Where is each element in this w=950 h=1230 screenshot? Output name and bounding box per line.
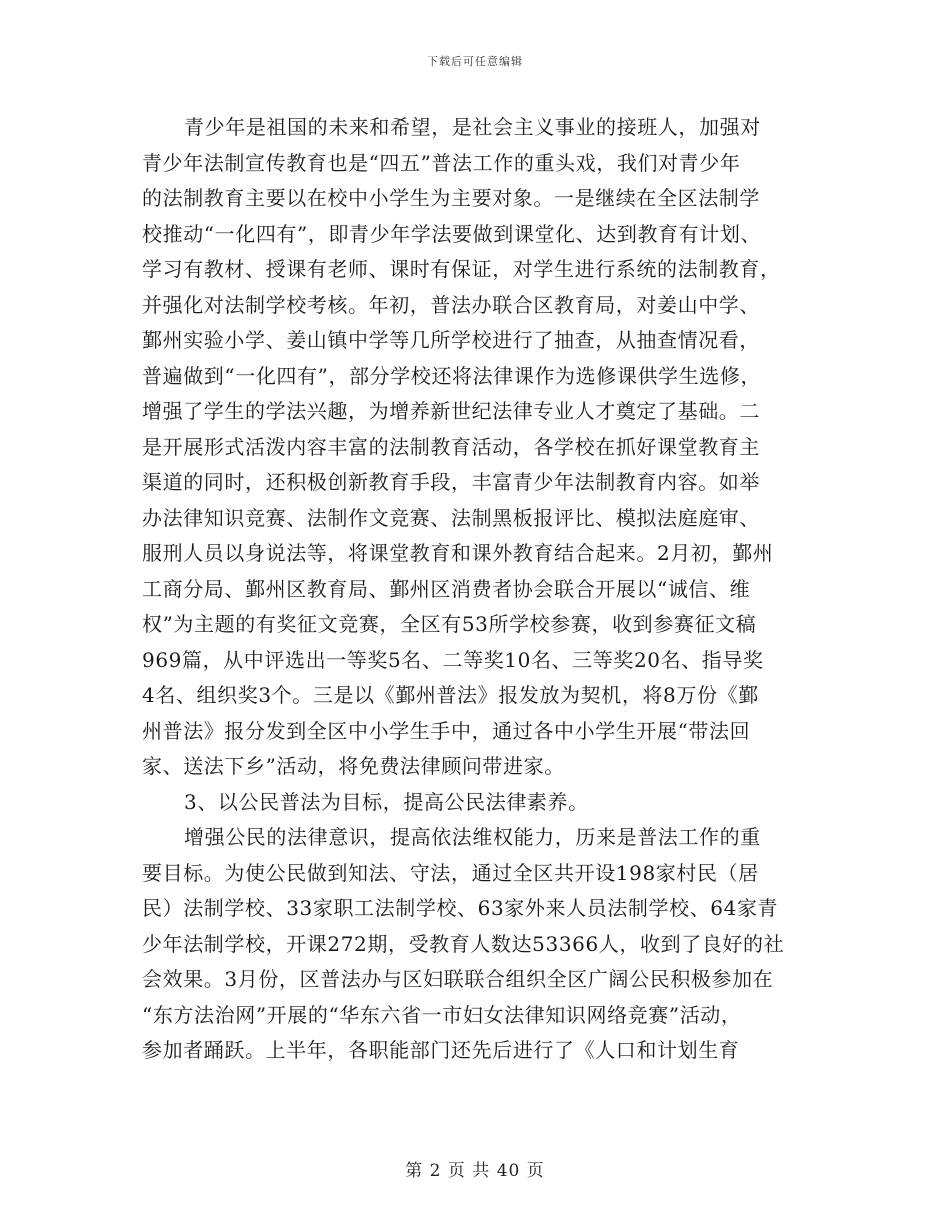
paragraph-line: 学习有教材、授课有老师、课时有保证，对学生进行系统的法制教育， — [142, 257, 781, 281]
paragraph-line: 青少年是祖国的未来和希望，是社会主义事业的接班人，加强对 — [184, 115, 761, 139]
paragraph-line: 4名、组织奖3个。三是以《鄞州普法》报发放为契机，将8万份《鄞 — [142, 683, 759, 707]
paragraph-line: 少年法制学校，开课272期，受教育人数达53366人，收到了良好的社 — [142, 931, 785, 956]
paragraph-line: 州普法》报分发到全区中小学生手中，通过各中小学生开展“带法回 — [142, 718, 751, 743]
paragraph-line: 并强化对法制学校考核。年初，普法办联合区教育局，对姜山中学、 — [142, 292, 760, 317]
paragraph-line: 参加者踊跃。上半年，各职能部门还先后进行了《人口和计划生育 — [142, 1038, 740, 1062]
paragraph-line: 969篇，从中评选出一等奖5名、二等奖10名、三等奖20名、指导奖 — [142, 647, 764, 672]
paragraph-line: 家、送法下乡”活动，将免费法律顾问带进家。 — [142, 754, 565, 778]
paragraph-line: 权”为主题的有奖征文竞赛，全区有53所学校参赛，收到参赛征文稿 — [142, 612, 757, 636]
paragraph-line: 服刑人员以身说法等，将课堂教育和课外教育结合起来。2月初，鄞州 — [142, 541, 774, 565]
paragraph-line: 办法律知识竞赛、法制作文竞赛、法制黑板报评比、模拟法庭庭审、 — [142, 505, 760, 530]
paragraph-line: 普遍做到“一化四有”，部分学校还将法律课作为选修课供学生选修， — [142, 363, 762, 388]
paragraph-line: 的法制教育主要以在校中小学生为主要对象。一是继续在全区法制学 — [142, 186, 760, 210]
paragraph-line: 民）法制学校、33家职工法制学校、63家外来人员法制学校、64家青 — [142, 896, 779, 920]
paragraph-line: “东方法治网”开展的“华东六省一市妇女法律知识网络竞赛”活动， — [142, 1002, 742, 1027]
paragraph-line: 是开展形式活泼内容丰富的法制教育活动，各学校在抓好课堂教育主 — [142, 434, 760, 459]
section-heading: 3、以公民普法为目标，提高公民法律素养。 — [184, 789, 589, 814]
paragraph-line: 鄞州实验小学、姜山镇中学等几所学校进行了抽查，从抽查情况看， — [142, 328, 760, 352]
page-number-footer: 第 2 页 共 40 页 — [405, 1161, 545, 1181]
paragraph-line: 工商分局、鄞州区教育局、鄞州区消费者协会联合开展以“诚信、维 — [142, 576, 751, 601]
paragraph-line: 渠道的同时，还积极创新教育手段，丰富青少年法制教育内容。如举 — [142, 470, 760, 494]
paragraph-line: 增强公民的法律意识，提高依法维权能力，历来是普法工作的重 — [184, 825, 761, 849]
paragraph-line: 要目标。为使公民做到知法、守法，通过全区共开设198家村民（居 — [142, 860, 759, 885]
document-body — [142, 110, 812, 1069]
paragraph-line: 会效果。3月份，区普法办与区妇联联合组织全区广阔公民积极参加在 — [142, 967, 774, 991]
page-header: 下载后可任意编辑 — [427, 55, 523, 68]
paragraph-line: 校推动“一化四有”，即青少年学法要做到课堂化、达到教育有计划、 — [142, 221, 762, 246]
paragraph-line: 青少年法制宣传教育也是“四五”普法工作的重头戏，我们对青少年 — [142, 150, 741, 175]
paragraph-line: 增强了学生的学法兴趣，为增养新世纪法律专业人才奠定了基础。二 — [142, 399, 760, 423]
